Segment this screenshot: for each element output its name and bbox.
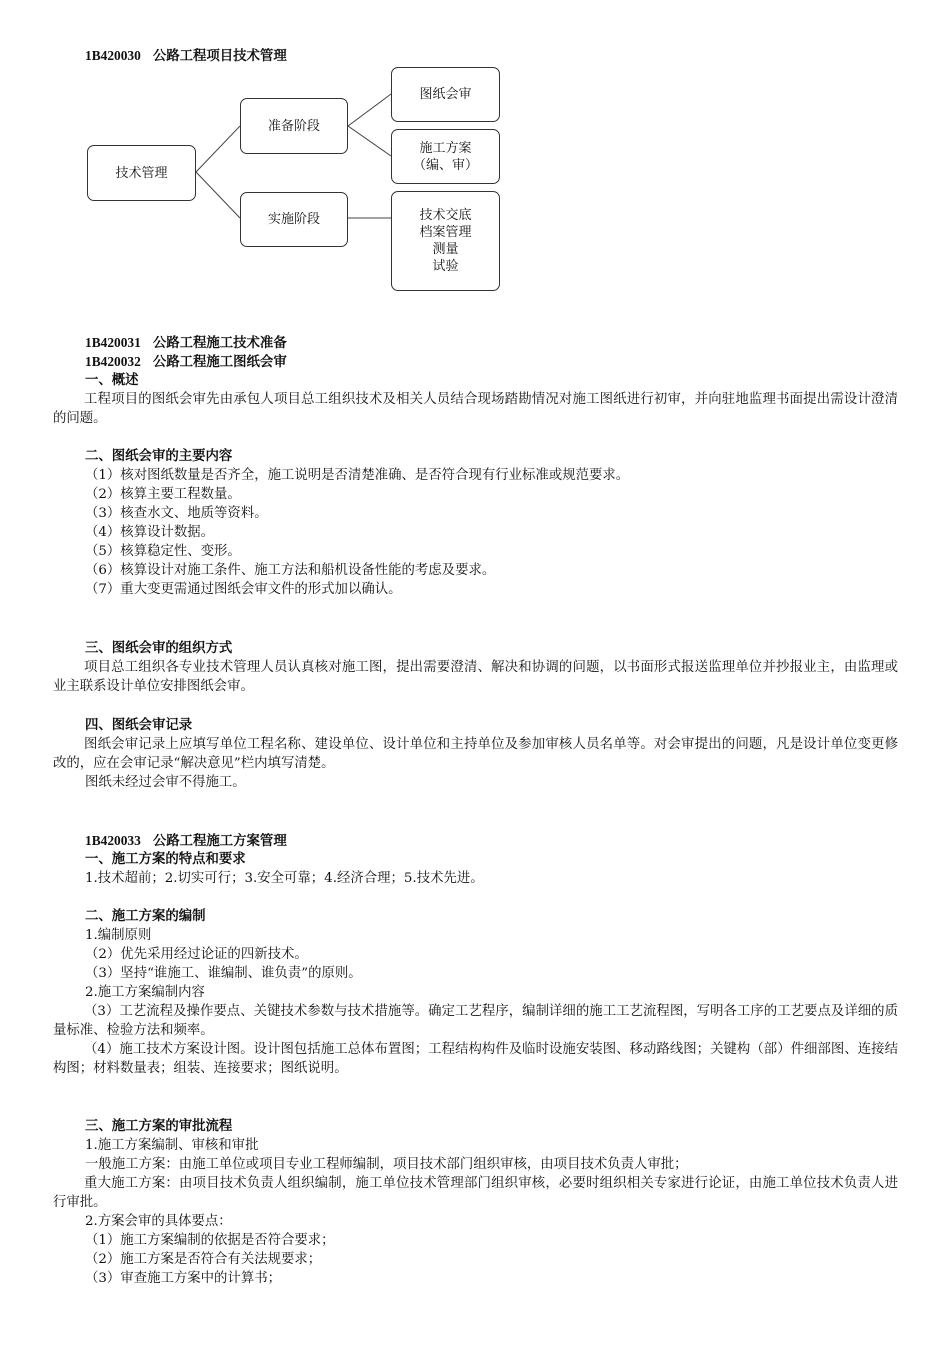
heading-approval: 三、施工方案的审批流程 [85, 1118, 233, 1134]
heading-compilation: 二、施工方案的编制 [85, 908, 206, 924]
diagram-node-impl-tasks: 技术交底 档案管理 测量 试验 [391, 191, 500, 291]
section-title-1B420032: 1B420032 公路工程施工图纸会审 [85, 354, 287, 370]
list-item: （2）核算主要工程数量。 [85, 487, 241, 502]
heading-features: 一、施工方案的特点和要求 [85, 851, 246, 867]
paragraph-record: 图纸会审记录上应填写单位工程名称、建设单位、设计单位和主持单位及参加审核人员名单等。对会审提出的问题，凡是设计单位变更修改的，应在会审记录“解决意见”栏内填写清楚。 [53, 737, 898, 771]
subheading: 1.编制原则 [85, 928, 152, 943]
diagram-node-prep: 准备阶段 [240, 98, 348, 154]
subheading: 1.施工方案编制、审核和审批 [85, 1138, 259, 1153]
paragraph-features: 1.技术超前；2.切实可行；3.安全可靠；4.经济合理；5.技术先进。 [85, 871, 484, 886]
list-item: （3）审查施工方案中的计算书； [85, 1271, 281, 1286]
heading-organization: 三、图纸会审的组织方式 [85, 640, 233, 656]
connector-root-prep [196, 126, 240, 172]
diagram-node-root: 技术管理 [87, 145, 196, 201]
diagram-node-impl: 实施阶段 [240, 192, 348, 247]
list-item: （1）施工方案编制的依据是否符合要求； [85, 1233, 335, 1248]
paragraph-design-drawings: （4）施工技术方案设计图。设计图包括施工总体布置图；工程结构构件及临时设施安装图、移动路线图；关键构（部）件细部图、连接结构图；材料数量表；组装、连接要求；图纸说明。 [53, 1042, 898, 1076]
connector-prep-plan [348, 126, 391, 156]
list-item: （2）优先采用经过论证的四新技术。 [85, 947, 308, 962]
diagram-node-review: 图纸会审 [391, 67, 500, 122]
list-item: （5）核算稳定性、变形。 [85, 544, 241, 559]
list-item: （3）核查水文、地质等资料。 [85, 506, 268, 521]
paragraph-major-plan: 重大施工方案：由项目技术负责人组织编制，施工单位技术管理部门组织审核，必要时组织相关专家进行论证，由施工单位技术负责人进行审批。 [53, 1176, 898, 1210]
section-title-1B420033: 1B420033 公路工程施工方案管理 [85, 833, 287, 849]
paragraph-record-note: 图纸未经过会审不得施工。 [85, 775, 246, 790]
heading-overview: 一、概述 [85, 372, 139, 388]
list-item: （3）坚持“谁施工、谁编制、谁负责”的原则。 [85, 966, 362, 981]
list-item: （7）重大变更需通过图纸会审文件的形式加以确认。 [85, 582, 402, 597]
heading-record: 四、图纸会审记录 [85, 717, 193, 733]
diagram-node-plan: 施工方案 （编、审） [391, 129, 500, 184]
list-item: （1）核对图纸数量是否齐全，施工说明是否清楚准确、是否符合现有行业标准或规范要求。 [85, 468, 630, 483]
list-item: （4）核算设计数据。 [85, 525, 215, 540]
heading-review-content: 二、图纸会审的主要内容 [85, 448, 233, 464]
paragraph-process: （3）工艺流程及操作要点、关键技术参数与技术措施等。确定工艺程序，编制详细的施工工艺流程图，写明各工序的工艺要点及详细的质量标准、检验方法和频率。 [53, 1004, 898, 1038]
paragraph-general-plan: 一般施工方案：由施工单位或项目专业工程师编制，项目技术部门组织审核，由项目技术负责人审批； [85, 1157, 688, 1172]
paragraph-organization: 项目总工组织各专业技术管理人员认真核对施工图，提出需要澄清、解决和协调的问题，以书面形式报送监理单位并抄报业主，由监理或业主联系设计单位安排图纸会审。 [53, 660, 898, 694]
section-title-1B420030: 1B420030 公路工程项目技术管理 [85, 48, 287, 64]
paragraph-overview: 工程项目的图纸会审先由承包人项目总工组织技术及相关人员结合现场踏勘情况对施工图纸进行初审，并向驻地监理书面提出需设计澄清的问题。 [53, 392, 898, 426]
subheading: 2.方案会审的具体要点： [85, 1214, 232, 1229]
connector-root-impl [196, 172, 240, 218]
list-item: （6）核算设计对施工条件、施工方法和船机设备性能的考虑及要求。 [85, 563, 496, 578]
subheading: 2.施工方案编制内容 [85, 985, 205, 1000]
list-item: （2）施工方案是否符合有关法规要求； [85, 1252, 322, 1267]
connector-prep-review [348, 94, 391, 126]
section-title-1B420031: 1B420031 公路工程施工技术准备 [85, 335, 287, 351]
